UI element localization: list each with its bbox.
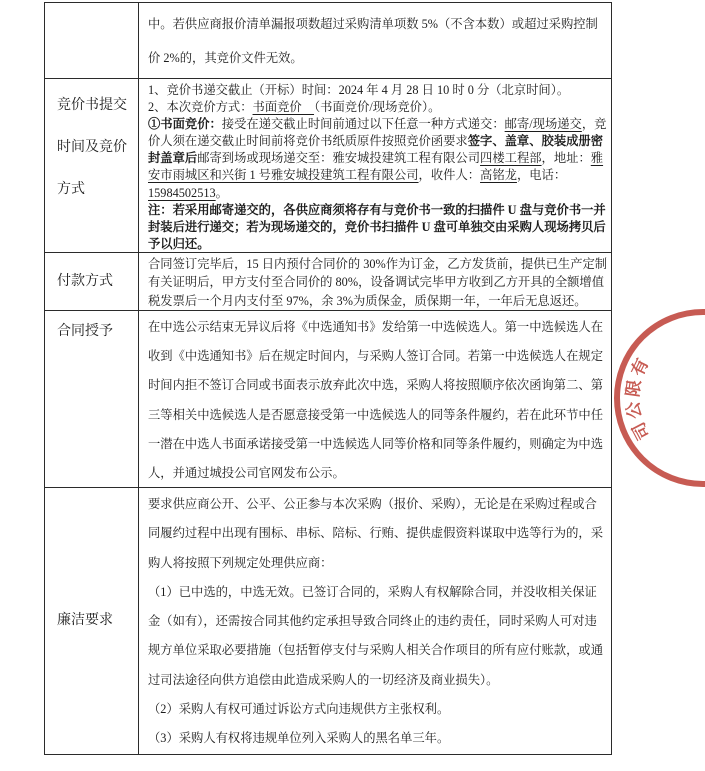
text-segment: 一潜在中选人书面承诺接受第一中选候选人同等价格和同等条件履约，则确定为中选 — [148, 436, 603, 451]
text-segment: 封盖章后 — [148, 151, 198, 166]
row-label — [45, 311, 139, 487]
text-segment: 15984502513 — [148, 185, 216, 200]
row-label-line: 合同授予 — [57, 324, 113, 339]
text-line — [148, 236, 608, 252]
text-line — [148, 459, 608, 487]
row-label-line: 付款方式 — [57, 273, 113, 289]
text-line — [148, 519, 608, 548]
text-line — [148, 202, 608, 219]
text-line — [148, 167, 608, 184]
text-line — [148, 666, 608, 695]
table-row — [45, 488, 611, 754]
text-segment: 高铭龙 — [480, 168, 517, 183]
row-content — [139, 3, 611, 78]
text-segment: 邮寄到场或现场递交至：雅安城投建筑工程有限公司 — [197, 151, 481, 166]
seal-text — [623, 355, 653, 443]
text-line — [148, 82, 608, 99]
text-segment: （1）已中选的，中选无效。已签订合同的，采购人有权解除合同，并没收相关保证 — [148, 584, 597, 599]
text-line — [148, 607, 608, 636]
text-segment: ，收件人： — [418, 168, 481, 183]
text-line — [148, 41, 608, 75]
text-line — [148, 371, 608, 400]
row-content — [139, 488, 611, 754]
row-content — [139, 311, 611, 487]
text-line — [148, 219, 608, 236]
text-segment: 中。若供应商报价清单漏报项数超过采购清单项数 5%（不含本数）或超过采购控制 — [148, 17, 598, 31]
text-line — [148, 578, 608, 607]
table-row — [45, 3, 611, 79]
row-label — [45, 488, 139, 754]
row-label — [45, 3, 139, 78]
text-segment: 接受在递交截止时间前通过以下任意一种方式递交： — [221, 117, 505, 132]
text-segment: 金（如有），还需按合同其他约定承担导致合同终止的违约责任，同时采购人可对违 — [148, 614, 597, 629]
text-line — [148, 150, 608, 167]
text-line — [148, 342, 608, 371]
text-line — [148, 724, 608, 753]
text-line — [148, 255, 608, 273]
seal-character: 公 — [623, 400, 645, 421]
text-segment: 1、竞价书递交截止（开标）时间：2024 年 4 月 28 日 10 时 0 分（北京时间）。 — [148, 83, 570, 97]
text-segment: 2、本次竞价方式： — [148, 100, 253, 115]
row-content — [139, 253, 611, 310]
text-line — [148, 313, 608, 342]
row-label-line: 方式 — [57, 182, 85, 197]
text-segment: ①书面竞价： — [148, 117, 222, 132]
text-segment: 同履约过程中出现有围标、串标、陪标、行贿、提供虚假资料谋取中选等行为的，采 — [148, 526, 603, 541]
text-segment: 书面竞价 — [252, 100, 315, 115]
row-label-line: 廉洁要求 — [57, 613, 113, 628]
text-segment: 。 — [215, 185, 228, 200]
text-segment: 三等相关中选候选人是否愿意接受第一中选候选人的同等条件履约，若在此环节中任 — [148, 407, 603, 422]
text-segment: 时间内拒不签订合同或书面表示放弃此次中选，采购人将按照顺序依次函询第二、第 — [148, 378, 603, 393]
text-line — [148, 273, 608, 291]
text-segment: 收到《中选通知书》后在规定时间内，与采购人签订合同。若第一中选候选人在规定 — [148, 349, 603, 364]
row-content — [139, 79, 611, 252]
text-line — [148, 490, 608, 519]
table-row — [45, 79, 611, 253]
text-segment: 在中选公示结束无异议后将《中选通知书》发给第一中选候选人。第一中选候选人在 — [148, 320, 603, 334]
text-segment: 价人须在递交截止时间前将竞价书纸质原件按照竞价函要求 — [148, 134, 468, 149]
text-line — [148, 430, 608, 459]
text-line — [148, 401, 608, 430]
text-segment: 税发票后一个月内支付至 97%，余 3%为质保金，质保期一年，一年后无息返还。 — [148, 293, 587, 308]
row-label-line: 时间及竞价 — [57, 140, 127, 155]
text-segment: 雅 — [590, 151, 604, 166]
text-segment: （书面竞价/现场竞价）。 — [314, 100, 441, 115]
row-label — [45, 253, 139, 310]
text-segment: 有关证明后，甲方支付至合同价的 80%，设备调试完毕甲方收到乙方开具的全额增值 — [148, 275, 605, 290]
text-line — [148, 7, 608, 41]
row-label — [45, 79, 139, 252]
text-line — [148, 695, 608, 724]
company-seal-stamp — [600, 305, 705, 495]
text-segment: 四楼工程部 — [480, 151, 542, 166]
row-label-line: 竞价书提交 — [57, 98, 127, 113]
text-segment: 邮寄/现场递交 — [504, 117, 582, 132]
text-segment: （3）采购人有权将违规单位列入采购人的黑名单三年。 — [148, 731, 450, 746]
text-segment: ，竞 — [581, 117, 607, 132]
text-line — [148, 99, 608, 116]
text-segment: 价 2%的，其竞价文件无效。 — [148, 51, 303, 65]
text-segment: ，地址： — [541, 151, 591, 166]
text-segment: 人，并通过城投公司官网发布公示。 — [148, 466, 345, 481]
text-segment: 要求供应商公开、公平、公正参与本次采购（报价、采购），无论是在采购过程或合 — [148, 497, 597, 511]
table-row — [45, 253, 611, 311]
text-segment: 予以归还。 — [148, 236, 210, 251]
text-segment: 封装后进行递交；若为现场递交的，竞价书扫描件 U 盘可单独交由采购人现场拷贝后 — [148, 219, 606, 234]
seal-character: 有 — [627, 355, 653, 380]
text-line — [148, 292, 608, 310]
text-line — [148, 133, 608, 150]
text-segment: 签字、盖章、胶装成册密 — [467, 134, 604, 149]
seal-character: 限 — [623, 378, 645, 399]
text-segment: ，电话： — [516, 168, 567, 183]
text-line — [148, 636, 608, 665]
text-line — [148, 549, 608, 578]
text-segment: 购人将按照下列规定处理供应商： — [148, 555, 333, 570]
procurement-terms-table — [44, 2, 612, 755]
text-segment: 过司法途径向供方追偿由此造成采购人的一切经济及商业损失）。 — [148, 672, 499, 687]
seal-character: 司 — [628, 418, 654, 443]
text-line — [148, 185, 608, 202]
text-segment: （2）采购人有权可通过诉讼方式向违规供方主张权利。 — [148, 702, 450, 717]
text-line — [148, 116, 608, 133]
text-segment: 合同签订完毕后，15 日内预付合同价的 30%作为订金，乙方发货前，提供已生产定制 — [148, 257, 608, 271]
seal-ring — [617, 312, 705, 484]
table-row — [45, 311, 611, 488]
text-segment: 规方单位采取必要措施（包括暂停支付与采购人相关合作项目的所有应付账款，或通 — [148, 643, 603, 658]
text-segment: 安市雨城区和兴街 1 号雅安城投建筑工程有限公司 — [148, 168, 419, 183]
text-segment: 注：若采用邮寄递交的，各供应商须将存有与竞价书一致的扫描件 U 盘与竞价书一并 — [148, 202, 606, 217]
